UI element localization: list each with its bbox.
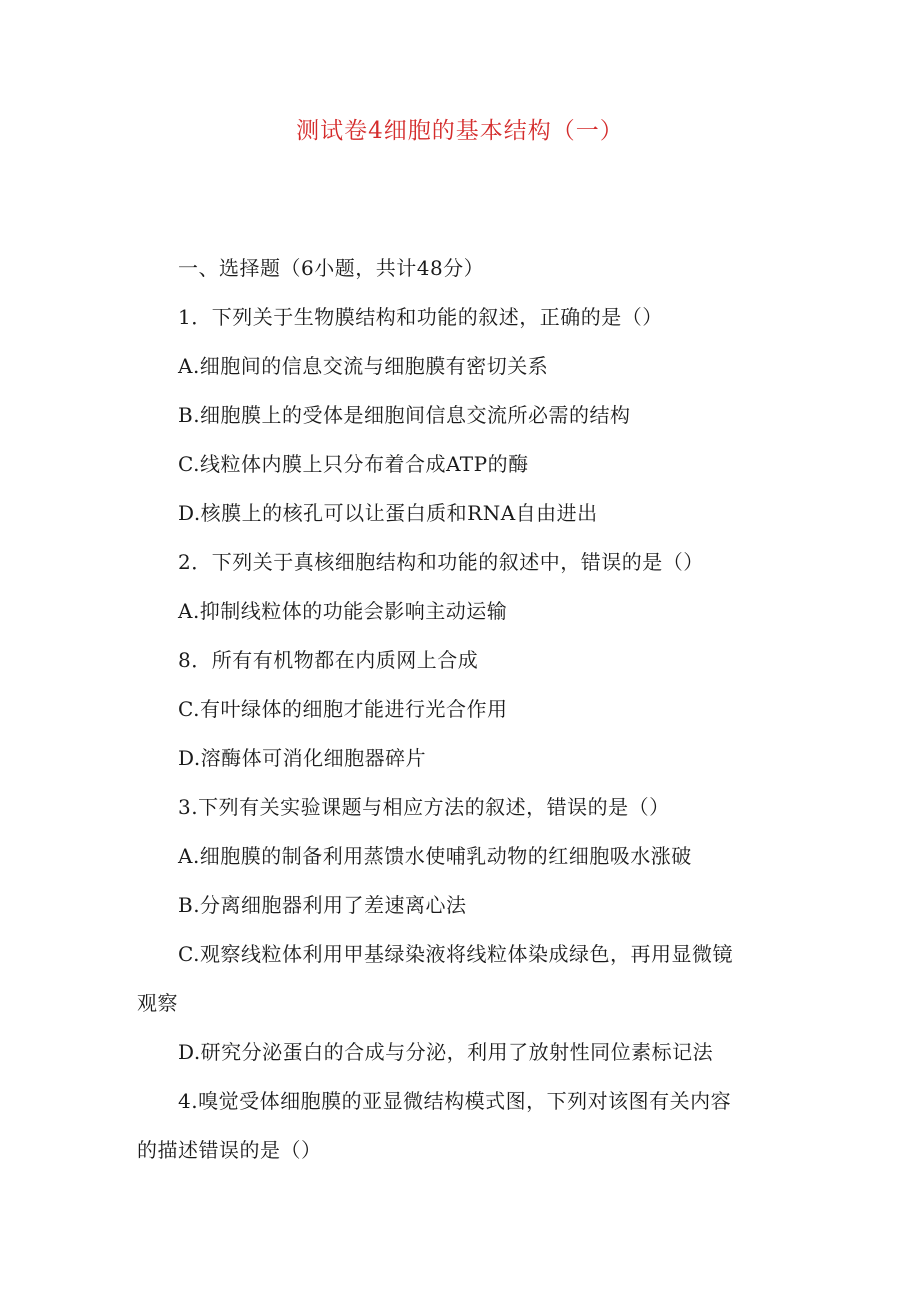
- question-2-option-c: C.有叶绿体的细胞才能进行光合作用: [178, 697, 508, 721]
- question-2-option-b: 8．所有有机物都在内质网上合成: [178, 648, 479, 672]
- question-3-option-c-continued: 观察: [137, 991, 178, 1015]
- question-2-stem: 2．下列关于真核细胞结构和功能的叙述中，错误的是（）: [178, 550, 704, 574]
- question-3-option-b: B.分离细胞器利用了差速离心法: [178, 893, 467, 917]
- question-3-option-d: D.研究分泌蛋白的合成与分泌，利用了放射性同位素标记法: [178, 1040, 714, 1064]
- section-heading: 一、选择题（6小题，共计48分）: [178, 256, 485, 280]
- question-1-option-a: A.细胞间的信息交流与细胞膜有密切关系: [178, 354, 549, 378]
- question-3-option-a: A.细胞膜的制备利用蒸馈水使哺乳动物的红细胞吸水涨破: [178, 844, 692, 868]
- question-3-option-c: C.观察线粒体利用甲基绿染液将线粒体染成绿色，再用显微镜: [178, 942, 733, 966]
- question-1-option-c: C.线粒体内膜上只分布着合成ATP的酶: [178, 452, 529, 476]
- question-1-option-d: D.核膜上的核孔可以让蛋白质和RNA自由进出: [178, 501, 598, 525]
- question-2-option-a: A.抑制线粒体的功能会影响主动运输: [178, 599, 508, 623]
- question-3-stem: 3.下列有关实验课题与相应方法的叙述，错误的是（）: [178, 795, 670, 819]
- question-4-stem-continued: 的描述错误的是（）: [137, 1138, 322, 1162]
- question-1-option-b: B.细胞膜上的受体是细胞间信息交流所必需的结构: [178, 403, 631, 427]
- question-2-option-d: D.溶酶体可消化细胞器碎片: [178, 746, 427, 770]
- question-4-stem: 4.嗅觉受体细胞膜的亚显微结构模式图，下列对该图有关内容: [178, 1089, 732, 1113]
- question-1-stem: 1．下列关于生物膜结构和功能的叙述，正确的是（）: [178, 305, 663, 329]
- page-title: 测试卷4细胞的基本结构（一）: [296, 118, 624, 144]
